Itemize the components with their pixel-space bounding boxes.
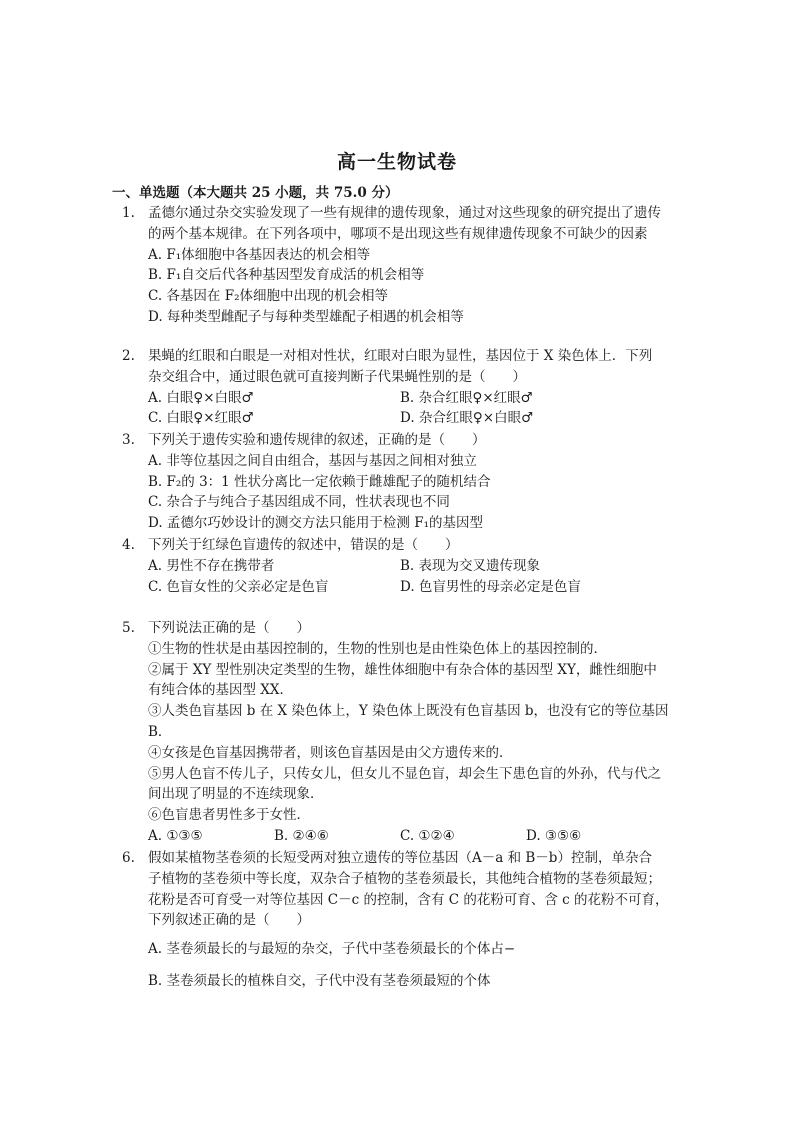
option-c: C. 各基因在 F₂体细胞中出现的机会相等 (148, 288, 389, 305)
option-c: C. 杂合子与纯合子基因组成不同，性状表现也不同 (148, 494, 450, 511)
option-c: C. 白眼♀×红眼♂ (148, 410, 254, 427)
options-row (148, 556, 688, 577)
question-stem-line: 下列说法正确的是（ ） (148, 620, 310, 636)
option-a: A. 茎卷须最长的与最短的杂交，子代中茎卷须最长的个体占− (148, 941, 516, 957)
question-stem-line: 的两个基本规律。在下列各项中，哪项不是出现这些有规律遗传现象不可缺少的因素 (148, 225, 648, 242)
statement-line: 间出现了明显的不连续现象． (148, 786, 324, 803)
question-4 (122, 535, 688, 597)
option-a: A. ①③⑤ (148, 827, 203, 844)
option-b: B. 杂合红眼♀×红眼♂ (400, 389, 533, 406)
statement-line: ④女孩是色盲基因携带者，则该色盲基因是由父方遗传来的． (148, 744, 513, 761)
statement-line: 有纯合体的基因型 XX． (148, 682, 294, 699)
question-stem-line: 下列关于红绿色盲遗传的叙述中，错误的是（ ） (148, 537, 459, 553)
question-stem-line: 孟德尔通过杂交实验发现了一些有规律的遗传现象，通过对这些现象的研究提出了遗传 (148, 205, 661, 221)
question-number: 5. (122, 620, 135, 636)
statement-line: ①生物的性状是由基因控制的，生物的性别也是由性染色体上的基因控制的． (148, 640, 607, 657)
question-stem-line: 下列叙述正确的是（ ） (148, 912, 310, 929)
statement-line: ⑥色盲患者男性多于女性． (148, 807, 310, 824)
question-number: 1. (122, 205, 135, 221)
page-title: 高一生物试卷 (336, 151, 457, 173)
option-d: D. 每种类型雌配子与每种类型雄配子相遇的机会相等 (148, 308, 464, 325)
question-6-option-a-block (148, 939, 688, 960)
question-stem-line: 花粉是否可育受一对等位基因 C－c 的控制，含有 C 的花粉可育、含 c 的花粉不可育， (148, 891, 669, 908)
option-b: B. 茎卷须最长的植株自交，子代中没有茎卷须最短的个体 (148, 973, 491, 989)
question-2 (122, 346, 688, 429)
statement-line: ②属于 XY 型性别决定类型的生物，雄性体细胞中有杂合体的基因型 XY，雌性细胞中 (148, 661, 657, 678)
statement-line: ③人类色盲基因 b 在 X 染色体上，Y 染色体上既没有色盲基因 b，也没有它的等位基因 (148, 703, 669, 720)
question-number: 4. (122, 537, 135, 553)
question-1 (122, 203, 688, 328)
option-c: C. 色盲女性的父亲必定是色盲 (148, 578, 329, 595)
question-number: 3. (122, 432, 135, 448)
options-row (148, 577, 688, 598)
question-number: 2. (122, 348, 135, 364)
question-6 (122, 848, 688, 931)
question-5 (122, 618, 688, 847)
option-d: D. 孟德尔巧妙设计的测交方法只能用于检测 F₁的基因型 (148, 515, 483, 532)
question-stem-line: 下列关于遗传实验和遗传规律的叙述，正确的是（ ） (148, 432, 486, 448)
option-b: B. F₂的 3：1 性状分离比一定依赖于雌雄配子的随机结合 (148, 473, 491, 490)
statement-line: ⑤男人色盲不传儿子，只传女儿，但女儿不显色盲，却会生下患色盲的外孙，代与代之 (148, 765, 661, 782)
option-a: A. 非等位基因之间自由组合，基因与基因之间相对独立 (148, 452, 477, 469)
option-d: D. 色盲男性的母亲必定是色盲 (400, 578, 581, 595)
options-row (148, 408, 688, 429)
question-3 (122, 430, 688, 534)
option-a: A. 男性不存在携带者 (148, 557, 275, 574)
statement-line: B． (148, 723, 172, 740)
option-a: A. F₁体细胞中各基因表达的机会相等 (148, 246, 371, 263)
question-stem-line: 杂交组合中，通过眼色就可直接判断子代果蝇性别的是（ ） (148, 368, 526, 385)
section-heading: 一、单选题（本大题共 25 小题，共 75.0 分） (112, 185, 399, 201)
option-b: B. 表现为交叉遗传现象 (400, 557, 541, 574)
option-b: B. ②④⑥ (274, 827, 329, 844)
question-stem-line: 果蝇的红眼和白眼是一对相对性状，红眼对白眼为显性，基因位于 X 染色体上．下列 (148, 348, 653, 364)
options-row (148, 826, 688, 847)
question-6-option-b-block (148, 971, 688, 992)
question-number: 6. (122, 850, 135, 866)
options-row (148, 388, 688, 409)
option-b: B. F₁自交后代各种基因型发育成活的机会相等 (148, 267, 425, 284)
question-stem-line: 假如某植物茎卷须的长短受两对独立遗传的等位基因（A－a 和 B－b）控制，单杂合 (148, 850, 652, 866)
option-c: C. ①②④ (400, 827, 455, 844)
question-stem-line: 子植物的茎卷须中等长度，双杂合子植物的茎卷须最长，其他纯合植物的茎卷须最短； (148, 870, 661, 887)
option-a: A. 白眼♀×白眼♂ (148, 389, 254, 406)
option-d: D. ③⑤⑥ (526, 827, 582, 844)
option-d: D. 杂合红眼♀×白眼♂ (400, 410, 534, 427)
